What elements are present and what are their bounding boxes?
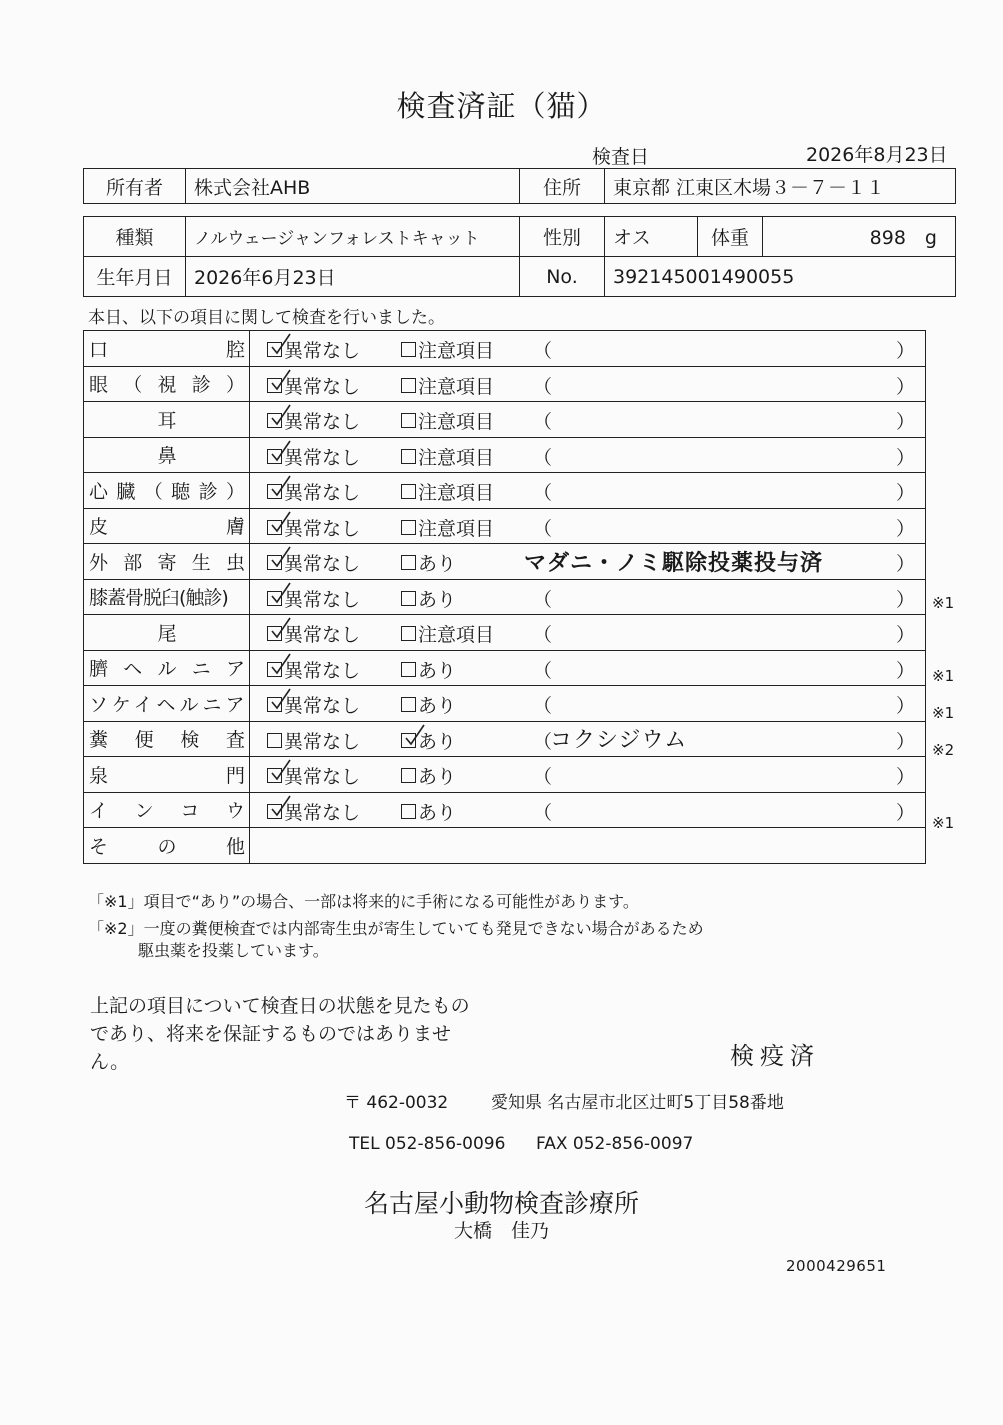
note-paren-open: （	[533, 517, 553, 540]
check-mark-icon	[271, 440, 291, 462]
checklist-item-char: ）	[225, 480, 245, 503]
option-flag-checkbox[interactable]	[401, 336, 494, 363]
sex-value: オス	[605, 217, 698, 257]
clinic-name: 名古屋小動物検査診療所	[363, 1189, 639, 1218]
option-flag-checkbox[interactable]	[401, 478, 494, 505]
note-paren-open: （	[533, 375, 553, 398]
check-mark-icon	[271, 795, 291, 817]
option-normal-label: 異常なし	[284, 659, 361, 682]
checklist-item	[84, 402, 250, 438]
checklist-result	[250, 828, 926, 864]
option-flag-checkbox[interactable]	[401, 762, 456, 789]
checklist-item	[84, 721, 250, 757]
checklist-item	[84, 579, 250, 615]
option-flag-label: あり	[418, 553, 457, 576]
note-paren-close: ）	[895, 375, 915, 398]
checklist-item-char: 便	[134, 729, 154, 752]
checkbox-icon	[401, 662, 416, 677]
checklist-table	[83, 330, 926, 864]
checkbox-icon	[267, 378, 282, 393]
note-paren-open: （	[533, 730, 553, 753]
check-mark-icon	[271, 333, 291, 355]
animal-table	[83, 216, 956, 297]
checklist-item-char: 生	[191, 551, 211, 574]
number-value: 392145001490055	[605, 257, 956, 297]
checklist-item-char: 鼻	[157, 445, 177, 468]
option-flag-label: 注意項目	[418, 375, 495, 398]
note-paren-open: （	[533, 340, 553, 363]
note-paren-open: （	[533, 766, 553, 789]
breed-label: 種類	[84, 217, 186, 257]
checkbox-icon	[401, 378, 416, 393]
footnote-1: 「※1」項目で“あり”の場合、一部は将来的に手術になる可能性があります。	[88, 892, 639, 911]
checklist-item-char: 査	[225, 729, 245, 752]
option-normal-label: 異常なし	[284, 553, 361, 576]
checklist-row	[84, 544, 926, 580]
option-normal-label: 異常なし	[284, 340, 361, 363]
checklist-item-char: ニ	[191, 658, 211, 681]
checklist-result	[250, 402, 926, 438]
owner-table	[83, 168, 956, 204]
checklist-item-char: コ	[180, 800, 200, 823]
address-label: 住所	[520, 169, 605, 204]
checklist-item-char: の	[157, 835, 177, 858]
checklist-result	[250, 721, 926, 757]
checkbox-icon	[267, 555, 282, 570]
checklist-item-char: ル	[157, 658, 177, 681]
option-normal-label: 異常なし	[284, 730, 361, 753]
checklist-item-char: 診	[191, 374, 211, 397]
checklist-result	[250, 437, 926, 473]
option-normal-checkbox[interactable]	[267, 443, 360, 470]
option-normal-checkbox[interactable]	[267, 407, 360, 434]
option-flag-checkbox[interactable]	[401, 798, 456, 825]
checklist-item-char: 他	[225, 835, 245, 858]
option-flag-label: 注意項目	[418, 482, 495, 505]
checklist-item-char: 皮	[89, 516, 109, 539]
checklist-item-char: （	[143, 480, 163, 503]
checkbox-icon	[267, 520, 282, 535]
checklist-row	[84, 473, 926, 509]
checklist-result	[250, 686, 926, 722]
checklist-item-char: 外	[89, 551, 109, 574]
footnote-mark: ※1	[932, 594, 955, 613]
option-normal-checkbox[interactable]	[267, 620, 360, 647]
checkbox-icon	[267, 342, 282, 357]
checkbox-icon	[267, 591, 282, 606]
note-paren-open: （	[533, 624, 553, 647]
checkbox-icon	[267, 662, 282, 677]
checkbox-icon	[401, 484, 416, 499]
checklist-item-char: 糞	[89, 729, 109, 752]
option-normal-label: 異常なし	[284, 446, 361, 469]
checkbox-icon	[267, 449, 282, 464]
checkbox-icon	[401, 733, 416, 748]
check-mark-icon	[271, 759, 291, 781]
option-flag-checkbox[interactable]	[401, 585, 456, 612]
checklist-row	[84, 508, 926, 544]
checklist-result	[250, 650, 926, 686]
option-normal-label: 異常なし	[284, 411, 361, 434]
option-flag-checkbox[interactable]	[401, 514, 494, 541]
checklist-row	[84, 721, 926, 757]
note-paren-open: （	[533, 659, 553, 682]
inspection-date-label: 検査日	[592, 146, 650, 168]
note-paren-close: ）	[895, 695, 915, 718]
checklist-item-char: 視	[157, 374, 177, 397]
checklist-item-char: ア	[225, 658, 245, 681]
clinic-fax: FAX 052-856-0097	[536, 1134, 694, 1154]
checklist-item	[84, 615, 250, 651]
note-paren-close: ）	[895, 517, 915, 540]
option-flag-checkbox[interactable]	[401, 620, 494, 647]
weight-label: 体重	[698, 217, 763, 257]
option-normal-label: 異常なし	[284, 695, 361, 718]
birth-value: 2026年6月23日	[186, 257, 520, 297]
option-flag-label: 注意項目	[418, 517, 495, 540]
option-normal-checkbox[interactable]	[267, 514, 360, 541]
option-flag-label: あり	[418, 766, 457, 789]
checklist-row	[84, 650, 926, 686]
checklist-note: コクシジウム	[550, 727, 688, 753]
checklist-item-char: 診	[198, 480, 218, 503]
checklist-result	[250, 615, 926, 651]
note-paren-close: ）	[895, 446, 915, 469]
option-flag-checkbox[interactable]	[401, 549, 456, 576]
note-paren-close: ）	[895, 588, 915, 611]
birth-label: 生年月日	[84, 257, 186, 297]
document-title: 検査済証（猫）	[396, 89, 607, 123]
check-mark-icon	[271, 369, 291, 391]
option-flag-label: 注意項目	[418, 624, 495, 647]
option-normal-label: 異常なし	[284, 624, 361, 647]
option-normal-label: 異常なし	[284, 766, 361, 789]
footnote-mark: ※1	[932, 704, 955, 722]
note-paren-close: ）	[895, 340, 915, 363]
checklist-item-char: そ	[89, 835, 109, 858]
checklist-item-char: 心	[89, 480, 109, 503]
check-mark-icon	[271, 617, 291, 639]
inspection-date: 2026年8月23日	[806, 144, 948, 166]
checklist-row	[84, 579, 926, 615]
checkbox-icon	[401, 413, 416, 428]
checklist-item-char: 門	[225, 764, 245, 787]
checkbox-icon	[267, 768, 282, 783]
footnote-2-cont: 駆虫薬を投薬しています。	[138, 941, 329, 960]
checkbox-icon	[267, 697, 282, 712]
note-paren-close: ）	[895, 659, 915, 682]
checklist-item-char: ソケイヘルニア	[89, 693, 249, 716]
checkbox-icon	[401, 626, 416, 641]
option-flag-checkbox[interactable]	[401, 727, 456, 754]
note-paren-close: ）	[895, 482, 915, 505]
owner-value: 株式会社AHB	[186, 169, 520, 204]
footnote-2: 「※2」一度の糞便検査では内部寄生虫が寄生していても発見できない場合があるため	[88, 919, 704, 938]
note-paren-close: ）	[895, 411, 915, 434]
checkbox-icon	[401, 555, 416, 570]
footnote-mark: ※1	[932, 813, 955, 832]
note-paren-open: （	[533, 446, 553, 469]
check-mark-icon	[271, 475, 291, 497]
option-normal-checkbox[interactable]	[267, 727, 360, 754]
checkbox-icon	[267, 626, 282, 641]
check-mark-icon	[271, 582, 291, 604]
checklist-row	[84, 331, 926, 367]
option-flag-checkbox[interactable]	[401, 656, 456, 683]
option-normal-checkbox[interactable]	[267, 762, 360, 789]
checklist-result	[250, 792, 926, 828]
note-paren-close: ）	[895, 766, 915, 789]
checklist-item-char: 尾	[157, 622, 177, 645]
checklist-item-char: 腔	[225, 338, 245, 361]
checklist-item-char: ヘ	[123, 658, 143, 681]
checkbox-icon	[401, 697, 416, 712]
option-normal-label: 異常なし	[284, 801, 361, 824]
checklist-row	[84, 686, 926, 722]
checklist-row	[84, 402, 926, 438]
checkbox-icon	[401, 342, 416, 357]
note-paren-close: ）	[895, 801, 915, 824]
serial-number: 2000429651	[786, 1257, 887, 1275]
checklist-item	[84, 686, 250, 722]
check-mark-icon	[271, 653, 291, 675]
checkbox-icon	[401, 449, 416, 464]
option-normal-checkbox[interactable]	[267, 691, 360, 718]
checklist-result	[250, 757, 926, 793]
checklist-item-char: 膚	[225, 516, 245, 539]
checklist-row	[84, 437, 926, 473]
quarantine-stamp: 検疫済	[730, 1042, 820, 1070]
check-mark-icon	[271, 511, 291, 533]
footnote-mark: ※2	[932, 740, 955, 759]
checklist-item-char: 臓	[116, 480, 136, 503]
note-paren-close: ）	[895, 730, 915, 753]
checklist-item-char: イ	[89, 800, 109, 823]
checkbox-icon	[401, 591, 416, 606]
option-flag-checkbox[interactable]	[401, 443, 494, 470]
checklist-row	[84, 792, 926, 828]
checkbox-icon	[401, 768, 416, 783]
checkbox-icon	[267, 733, 282, 748]
option-normal-checkbox[interactable]	[267, 478, 360, 505]
checklist-item	[84, 508, 250, 544]
checklist-item-char: 検	[180, 729, 200, 752]
disclaimer-statement: 上記の項目について検査日の状態を見たものであり、将来を保証するものではありません。	[90, 995, 470, 1073]
option-normal-label: 異常なし	[284, 588, 361, 611]
checkbox-icon	[267, 804, 282, 819]
option-flag-checkbox[interactable]	[401, 691, 456, 718]
checklist-item	[84, 757, 250, 793]
option-flag-label: 注意項目	[418, 340, 495, 363]
checklist-row	[84, 366, 926, 402]
option-normal-checkbox[interactable]	[267, 585, 360, 612]
checklist-item-char: 虫	[225, 551, 245, 574]
checklist-item-char: （	[123, 374, 143, 397]
checklist-item-char: 膝蓋骨脱臼(触診)	[89, 587, 228, 610]
checklist-item-char: 泉	[89, 764, 109, 787]
option-flag-checkbox[interactable]	[401, 407, 494, 434]
option-normal-checkbox[interactable]	[267, 549, 360, 576]
checkbox-icon	[401, 520, 416, 535]
checklist-item-char: ）	[225, 374, 245, 397]
checkbox-icon	[267, 484, 282, 499]
checkbox-icon	[267, 413, 282, 428]
checklist-item-char: 耳	[157, 409, 177, 432]
option-normal-checkbox[interactable]	[267, 336, 360, 363]
sex-label: 性別	[520, 217, 605, 257]
checklist-item	[84, 473, 250, 509]
option-flag-label: あり	[418, 588, 457, 611]
option-flag-checkbox[interactable]	[401, 372, 494, 399]
checklist-item-char: ン	[134, 800, 154, 823]
checklist-row	[84, 828, 926, 864]
checklist-item	[84, 650, 250, 686]
option-flag-label: あり	[418, 730, 457, 753]
checklist-item	[84, 437, 250, 473]
checklist-result	[250, 366, 926, 402]
checklist-row	[84, 615, 926, 651]
intro-text: 本日、以下の項目に関して検査を行いました。	[88, 308, 445, 328]
clinic-tel: TEL 052-856-0096	[349, 1134, 506, 1154]
number-label: No.	[520, 257, 605, 297]
checklist-item	[84, 792, 250, 828]
checklist-item	[84, 544, 250, 580]
option-normal-checkbox[interactable]	[267, 372, 360, 399]
option-normal-label: 異常なし	[284, 517, 361, 540]
option-normal-checkbox[interactable]	[267, 798, 360, 825]
option-flag-label: 注意項目	[418, 411, 495, 434]
footnote-mark: ※1	[932, 667, 955, 686]
checklist-row	[84, 757, 926, 793]
clinic-postal: 〒 462-0032	[344, 1093, 449, 1113]
note-paren-open: （	[533, 482, 553, 505]
check-mark-icon	[271, 688, 291, 710]
clinic-address: 愛知県 名古屋市北区辻町5丁目58番地	[491, 1093, 784, 1113]
checklist-item-char: ウ	[225, 800, 245, 823]
checkbox-icon	[401, 804, 416, 819]
checklist-result	[250, 544, 926, 580]
note-paren-open: （	[533, 801, 553, 824]
checklist-item-char: 臍	[89, 658, 109, 681]
check-mark-icon	[405, 724, 425, 746]
option-normal-label: 異常なし	[284, 375, 361, 398]
note-paren-open: （	[533, 411, 553, 434]
note-paren-open: （	[533, 695, 553, 718]
checklist-result	[250, 508, 926, 544]
option-normal-checkbox[interactable]	[267, 656, 360, 683]
check-mark-icon	[271, 404, 291, 426]
weight-value: 898 g	[763, 217, 956, 257]
check-mark-icon	[271, 546, 291, 568]
checklist-item	[84, 331, 250, 367]
checklist-result	[250, 579, 926, 615]
checklist-result	[250, 473, 926, 509]
option-flag-label: あり	[418, 695, 457, 718]
option-normal-label: 異常なし	[284, 482, 361, 505]
owner-label: 所有者	[84, 169, 186, 204]
checklist-item-char: 部	[123, 551, 143, 574]
note-paren-close: ）	[895, 553, 915, 576]
checklist-item	[84, 366, 250, 402]
option-flag-label: あり	[418, 801, 457, 824]
address-value: 東京都 江東区木場３－７－１１	[605, 169, 956, 204]
checklist-result	[250, 331, 926, 367]
option-flag-label: 注意項目	[418, 446, 495, 469]
breed-value: ノルウェージャンフォレストキャット	[186, 217, 520, 257]
option-flag-label: あり	[418, 659, 457, 682]
checklist-note: マダニ・ノミ駆除投薬投与済	[524, 551, 824, 577]
doctor-name: 大橋 佳乃	[453, 1220, 549, 1242]
note-paren-open: （	[533, 588, 553, 611]
checklist-item-char: 口	[89, 338, 109, 361]
note-paren-close: ）	[895, 624, 915, 647]
checklist-item-char: 聴	[171, 480, 191, 503]
checklist-item-char: 寄	[157, 551, 177, 574]
checklist-item-char: 眼	[89, 374, 109, 397]
checklist-item	[84, 828, 250, 864]
